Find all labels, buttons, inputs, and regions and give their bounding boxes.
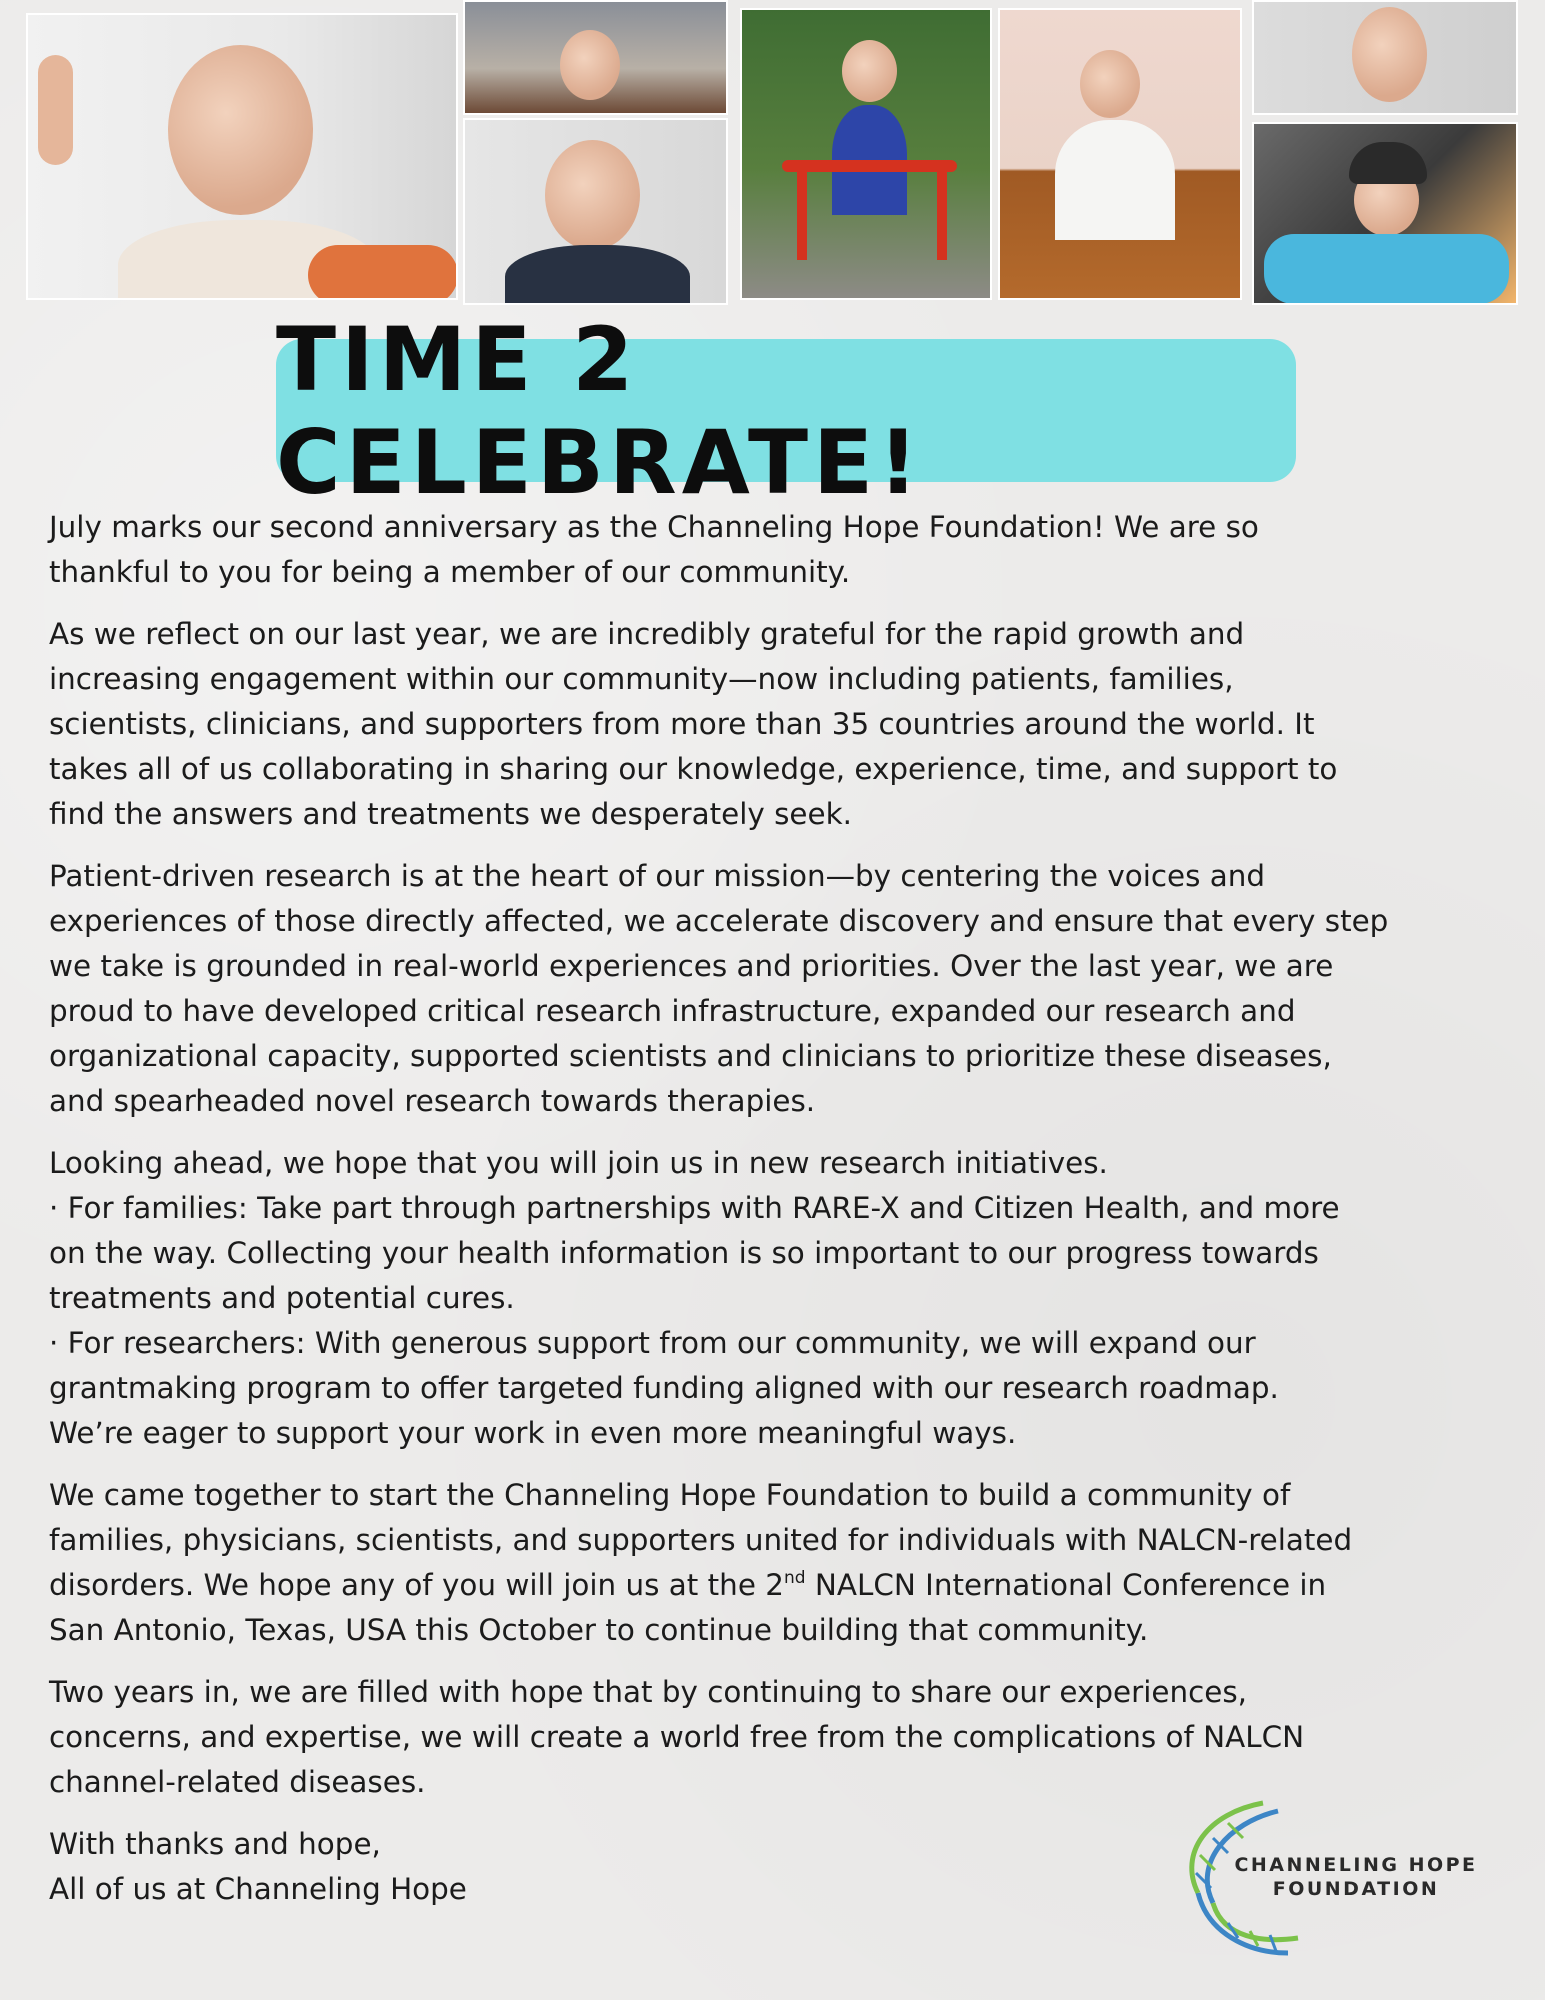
paragraph-looking-ahead: Looking ahead, we hope that you will join us in new research initiatives. · For families: Take part through partnerships with RARE-X and Citizen Health, and more on the way. Collecting your health information is so important to our progress towards treatments and potential cures. · For researchers: With generous support from our community, we will expand our grantmaking program to offer targeted funding aligned with our research roadmap. We’re eager to support your work in even more meaningful ways.: [49, 1141, 1519, 1456]
paragraph-mission: Patient-driven research is at the heart of our mission—by centering the voices and experiences of those directly affected, we accelerate discovery and ensure that every step we take is grounded in real-world experiences and priorities. Over the last year, we are proud to have developed critical research infrastructure, expanded our research and organizational capacity, supported scientists and clinicians to prioritize these diseases, and spearheaded novel research towards therapies.: [49, 859, 1389, 1118]
bullet-families: · For families: Take part through partnerships with RARE-X and Citizen Health, and more: [49, 1191, 1340, 1225]
photo-child-window: [463, 0, 728, 115]
bullet-researchers: · For researchers: With generous support from our community, we will expand our: [49, 1326, 1256, 1360]
paragraph-two-years: Two years in, we are filled with hope that by continuing to share our experiences, concerns, and expertise, we will create a world free from the complications of NALCN channel-related diseases.: [49, 1675, 1305, 1799]
photo-child-walker: [740, 8, 992, 300]
logo-wordmark: CHANNELING HOPE FOUNDATION: [1234, 1854, 1478, 1900]
letter-body: [49, 505, 1519, 1929]
photo-child-smiling: [1252, 0, 1518, 115]
page-title: TIME 2 CELEBRATE!: [276, 307, 924, 514]
photo-child-floor: [998, 8, 1242, 300]
photo-baby-stroller: [1252, 122, 1518, 305]
title-banner: [276, 307, 1296, 514]
signoff: With thanks and hope, All of us at Channeling Hope: [49, 1827, 467, 1906]
photo-child-thumbs-up: [26, 13, 458, 300]
paragraph-reflection: As we reflect on our last year, we are incredibly grateful for the rapid growth and increasing engagement within our community—now including patients, families, scientists, clinicians, and supporters from more than 35 countries around the world. It takes all of us collaborating in sharing our knowledge, experience, time, and support to find the answers and treatments we desperately seek.: [49, 617, 1338, 831]
paragraph-conference: We came together to start the Channeling Hope Foundation to build a community of families, physicians, scientists, and supporters united for individuals with NALCN-related disorders. We hope any of you will join us at the 2nd NALCN International Conference in San Antonio, Texas, USA this October to continue building that community.: [49, 1478, 1353, 1647]
paragraph-anniversary: July marks our second anniversary as the Channeling Hope Foundation! We are so thankful to you for being a member of our community.: [49, 510, 1259, 589]
photo-teen-glasses: [463, 118, 728, 305]
